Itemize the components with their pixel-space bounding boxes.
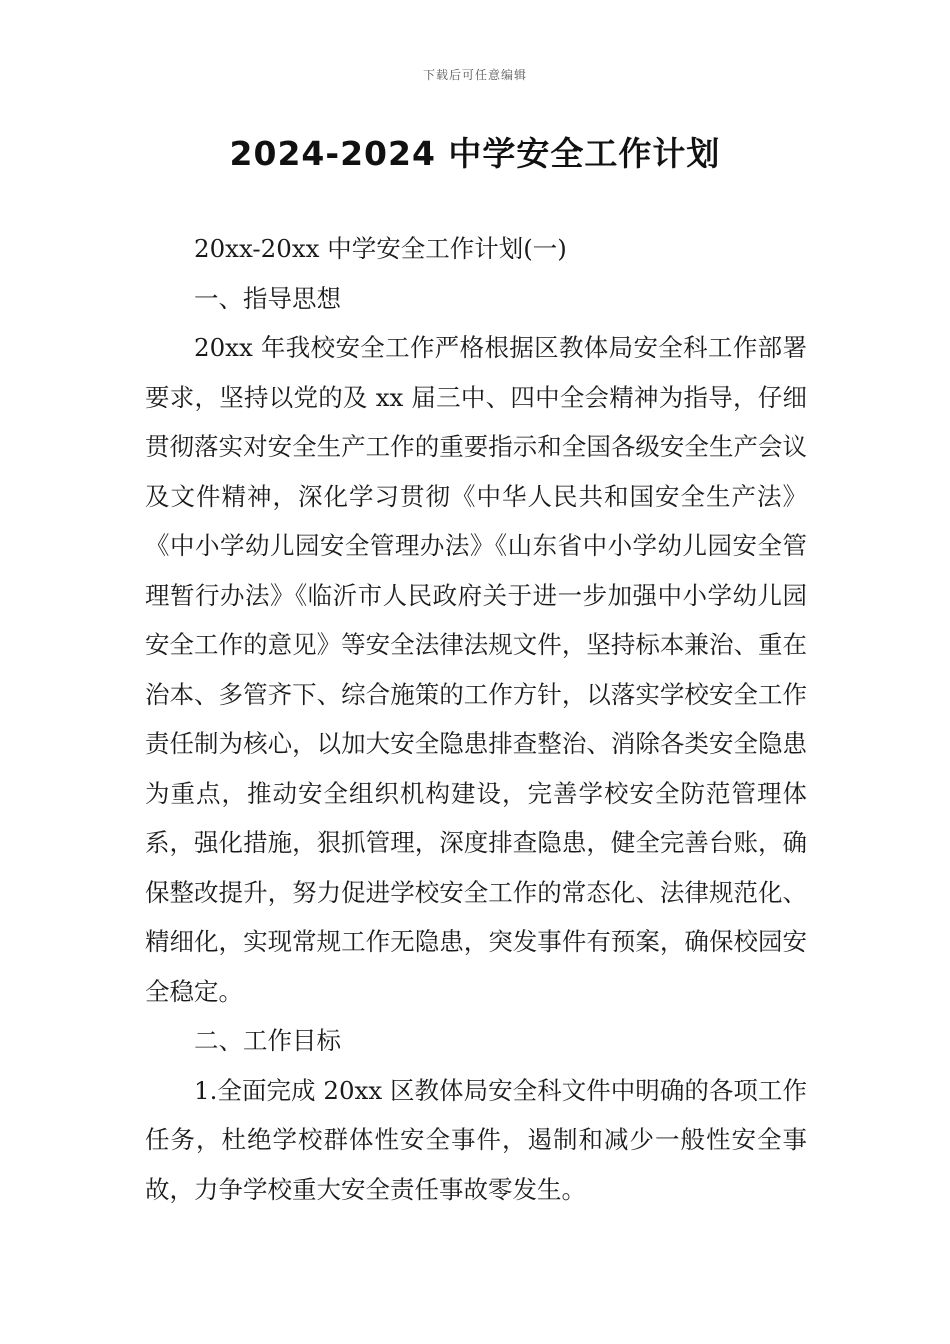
body-paragraph-goal-1: 1.全面完成 20xx 区教体局安全科文件中明确的各项工作任务，杜绝学校群体性安全事件，遏制和减少一般性安全事故，力争学校重大安全责任事故零发生。 — [145, 1075, 807, 1204]
section-heading-work-goals: 二、工作目标 — [194, 1026, 341, 1055]
body-paragraph-guiding-ideology: 20xx 年我校安全工作严格根据区教体局安全科工作部署要求，坚持以党的及 xx 届三中、四中全会精神为指导，仔细贯彻落实对安全生产工作的重要指示和全国各级安全生产会议及文件精神，深化学习贯彻《中华人民共和国安全生产法》《中小学幼儿园安全管理办法》《山东省中小学幼儿园安全管理暂行办法》《临沂市人民政府关于进一步加强中小学幼儿园安全工作的意见》等安全法律法规文件，坚持标本兼治、重在治本、多管齐下、综合施策的工作方针，以落实学校安全工作责任制为核心，以加大安全隐患排查整治、消除各类安全隐患为重点，推动安全组织机构建设，完善学校安全防范管理体系，强化措施，狠抓管理，深度排查隐患，健全完善台账，确保整改提升，努力促进学校安全工作的常态化、法律规范化、精细化，实现常规工作无隐患，突发事件有预案，确保校园安全稳定。 — [145, 333, 807, 1006]
document-body — [145, 224, 807, 1214]
page-header-note: 下载后可任意编辑 — [422, 68, 527, 82]
document-title: 2024-2024 中学安全工作计划 — [229, 134, 721, 173]
section-subtitle: 20xx-20xx 中学安全工作计划(一) — [194, 234, 567, 263]
section-heading-guiding-ideology: 一、指导思想 — [194, 283, 341, 313]
